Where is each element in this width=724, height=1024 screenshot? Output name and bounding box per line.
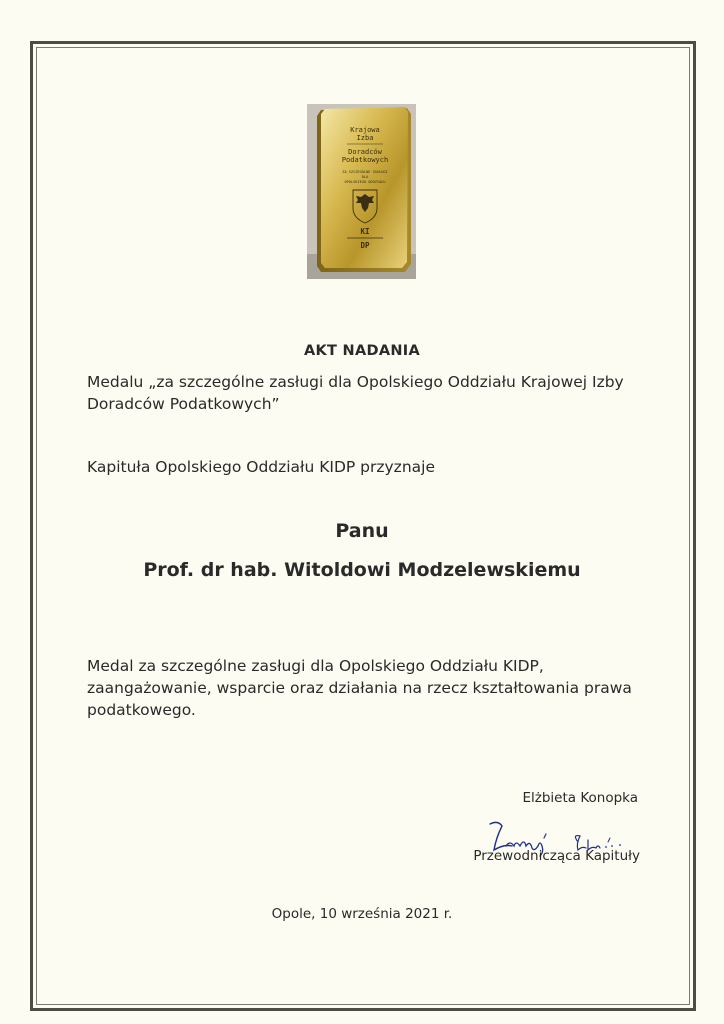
justification-line-2: zaangażowanie, wsparcie oraz działania na rzecz kształtowania prawa [87, 679, 632, 697]
medal-line-3: Doradców [348, 148, 382, 156]
recipient-name: Prof. dr hab. Witoldowi Modzelewskiemu [143, 559, 581, 581]
medal-title [87, 371, 647, 415]
signer-name: Elżbieta Konopka [522, 790, 638, 806]
medal-line-4: Podatkowych [341, 156, 389, 164]
medal-title-line-1: Medalu „za szczególne zasługi dla Opolskiego Oddziału Krajowej Izby [87, 373, 624, 391]
recipient-salutation: Panu [335, 520, 389, 542]
award-justification [87, 655, 647, 721]
medal-abbr-bottom: DP [360, 241, 370, 250]
document-heading: AKT NADANIA [303, 343, 421, 359]
medal-line-2: Izba [356, 134, 374, 142]
justification-line-1: Medal za szczególne zasługi dla Opolskiego Oddziału KIDP, [87, 657, 544, 675]
medal-abbr-top: KI [360, 227, 370, 236]
kapitula-statement: Kapituła Opolskiego Oddziału KIDP przyznaje [87, 458, 435, 476]
medal-small-1: ZA SZCZEGÓLNE ZASŁUGI [342, 170, 388, 174]
medal-title-line-2: Doradców Podatkowych” [87, 395, 280, 413]
medal-small-3: OPOLSKIEGO ODDZIAŁU [344, 180, 386, 184]
medal-small-2: DLA [361, 175, 369, 179]
medal-image [307, 104, 416, 279]
medal-line-1: Krajowa [350, 126, 380, 134]
justification-line-3: podatkowego. [87, 701, 196, 719]
signer-role: Przewodnicząca Kapituły [473, 848, 640, 864]
place-and-date: Opole, 10 września 2021 r. [271, 906, 453, 922]
